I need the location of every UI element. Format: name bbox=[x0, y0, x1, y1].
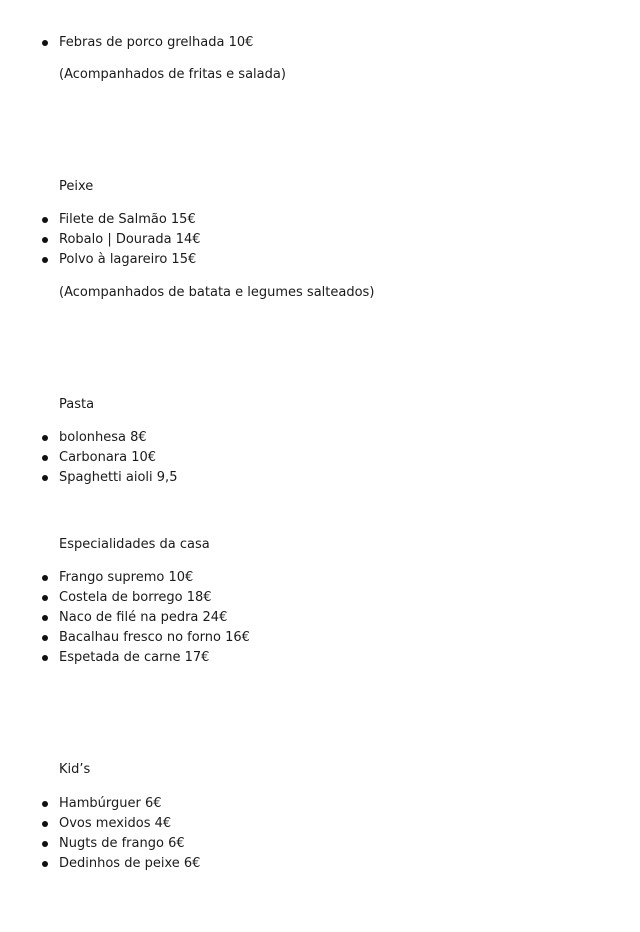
list-item bbox=[0, 648, 640, 668]
item-text: Filete de Salmão 15€ bbox=[59, 212, 196, 227]
accompaniment-note: (Acompanhados de batata e legumes salteados) bbox=[59, 285, 375, 300]
item-list bbox=[0, 210, 640, 270]
menu-section-pasta bbox=[0, 428, 640, 488]
item-text: Hambúrguer 6€ bbox=[59, 796, 162, 811]
item-text: Bacalhau fresco no forno 16€ bbox=[59, 630, 250, 645]
bullet-icon bbox=[42, 237, 48, 243]
list-item bbox=[0, 250, 640, 270]
section-title-especialidades: Especialidades da casa bbox=[59, 537, 210, 552]
section-title-pasta: Pasta bbox=[59, 397, 95, 412]
list-item bbox=[0, 628, 640, 648]
item-text: Polvo à lagareiro 15€ bbox=[59, 252, 197, 267]
bullet-icon bbox=[42, 575, 48, 581]
item-text: Naco de filé na pedra 24€ bbox=[59, 610, 228, 625]
list-item bbox=[0, 608, 640, 628]
list-item bbox=[0, 230, 640, 250]
item-text: Febras de porco grelhada 10€ bbox=[59, 35, 254, 50]
item-text: Frango supremo 10€ bbox=[59, 570, 194, 585]
bullet-icon bbox=[42, 435, 48, 441]
list-item bbox=[0, 210, 640, 230]
list-item bbox=[0, 794, 640, 814]
bullet-icon bbox=[42, 615, 48, 621]
bullet-icon bbox=[42, 821, 48, 827]
menu-section-top bbox=[0, 33, 640, 53]
list-item bbox=[0, 33, 640, 53]
item-list bbox=[0, 428, 640, 488]
bullet-icon bbox=[42, 475, 48, 481]
item-text: bolonhesa 8€ bbox=[59, 430, 147, 445]
bullet-icon bbox=[42, 217, 48, 223]
item-text: Ovos mexidos 4€ bbox=[59, 816, 172, 831]
bullet-icon bbox=[42, 635, 48, 641]
list-item bbox=[0, 814, 640, 834]
item-text: Costela de borrego 18€ bbox=[59, 590, 212, 605]
bullet-icon bbox=[42, 861, 48, 867]
bullet-icon bbox=[42, 455, 48, 461]
list-item bbox=[0, 468, 640, 488]
item-list bbox=[0, 33, 640, 53]
section-title-kids: Kid’s bbox=[59, 762, 91, 777]
bullet-icon bbox=[42, 595, 48, 601]
list-item bbox=[0, 834, 640, 854]
item-text: Dedinhos de peixe 6€ bbox=[59, 856, 201, 871]
accompaniment-note: (Acompanhados de fritas e salada) bbox=[59, 67, 286, 82]
list-item bbox=[0, 568, 640, 588]
item-text: Carbonara 10€ bbox=[59, 450, 157, 465]
list-item bbox=[0, 854, 640, 874]
bullet-icon bbox=[42, 801, 48, 807]
bullet-icon bbox=[42, 655, 48, 661]
section-title-peixe: Peixe bbox=[59, 179, 94, 194]
list-item bbox=[0, 428, 640, 448]
item-text: Robalo | Dourada 14€ bbox=[59, 232, 201, 247]
item-list bbox=[0, 568, 640, 668]
menu-section-peixe bbox=[0, 210, 640, 270]
bullet-icon bbox=[42, 257, 48, 263]
item-list bbox=[0, 794, 640, 874]
item-text: Spaghetti aioli 9,5 bbox=[59, 470, 178, 485]
bullet-icon bbox=[42, 841, 48, 847]
list-item bbox=[0, 588, 640, 608]
menu-section-especialidades bbox=[0, 568, 640, 668]
menu-section-kids bbox=[0, 794, 640, 874]
item-text: Nugts de frango 6€ bbox=[59, 836, 185, 851]
item-text: Espetada de carne 17€ bbox=[59, 650, 210, 665]
bullet-icon bbox=[42, 40, 48, 46]
list-item bbox=[0, 448, 640, 468]
